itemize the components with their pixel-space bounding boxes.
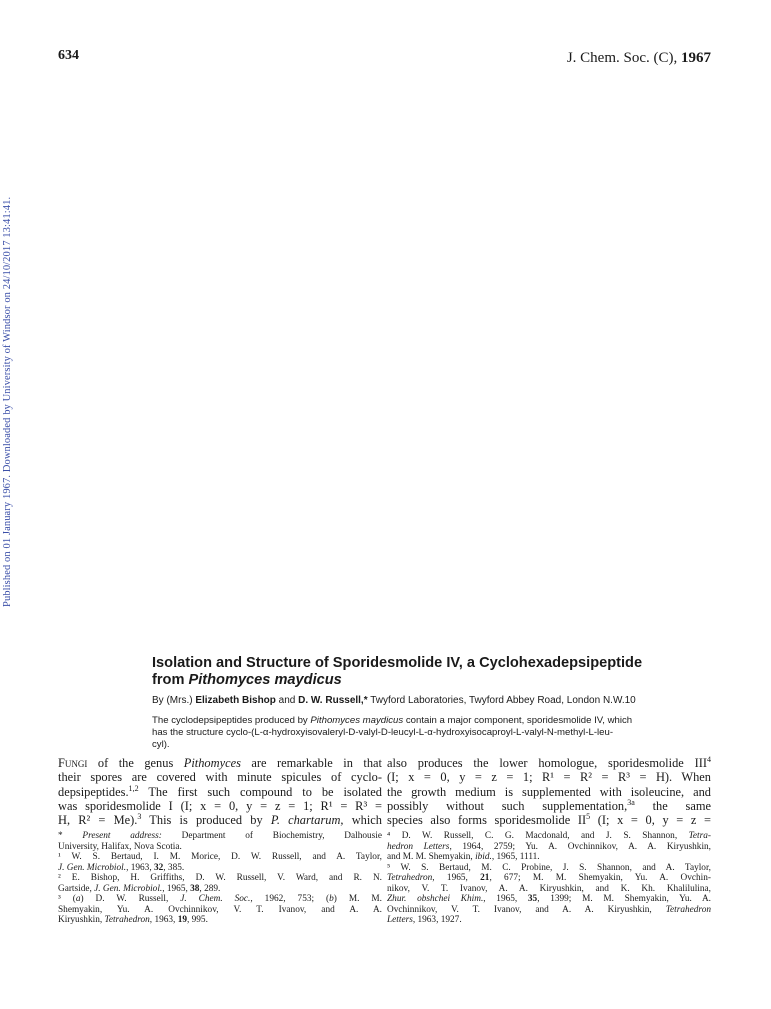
text: J. Gen. Microbiol.: [58, 862, 127, 873]
text: ) D. W. Russell,: [80, 894, 181, 905]
text: ³ (: [58, 894, 76, 905]
text: , 1964, 2759; Yu. A. Ovchinnikov, A. A. Kiryushkin,: [449, 841, 711, 852]
text: , 1963, 1927.: [412, 915, 462, 926]
title-line-2-prefix: from: [152, 672, 189, 688]
body-paragraph-left: [58, 756, 382, 827]
body-column-left: [58, 756, 382, 926]
text: , 289.: [199, 883, 221, 894]
citation-ref[interactable]: 3: [137, 812, 142, 822]
text: , 1965,: [162, 883, 191, 894]
text: ⁴ D. W. Russell, C. G. Macdonald, and J. S. Shannon,: [387, 831, 689, 842]
footnotes-left: [58, 831, 382, 926]
footnote-address: [58, 831, 382, 852]
footnote-line: [387, 842, 711, 853]
text: of the genus: [87, 756, 184, 770]
journal-year: 1967: [681, 50, 711, 66]
text: also produces the lower homologue, sporidesmolide III: [387, 756, 707, 770]
text: b: [329, 894, 334, 905]
text: , 385.: [163, 862, 185, 873]
species-name: P. chartarum,: [270, 813, 344, 828]
text: Gartside,: [58, 883, 95, 894]
text: , 677; M. M. Shemyakin, Yu. A. Ovchin-: [489, 873, 712, 884]
text: H, R² = Me).: [58, 813, 138, 828]
footnote-1: [58, 852, 382, 873]
text: and M. M. Shemyakin,: [387, 852, 476, 863]
abstract: [152, 715, 720, 750]
footnote-line: [58, 884, 382, 895]
text: , 1965, 1111.: [491, 852, 540, 863]
genus-name: Pithomyces: [183, 756, 241, 770]
text: , 1399; M. M. Shemyakin, Yu. A.: [537, 894, 712, 905]
body-line: [58, 785, 382, 799]
abstract-species: Pithomyces maydicus: [310, 715, 404, 726]
text: possibly without such supplementation,: [387, 798, 628, 813]
text: This is produced by: [141, 813, 271, 828]
text: Zhur. obshchei Khim.: [387, 894, 484, 905]
text: Letters: [387, 915, 413, 926]
footnote-line: [58, 831, 382, 842]
text: Tetrahedron: [665, 904, 711, 915]
text: , 1965,: [432, 873, 481, 884]
text: Department of Biochemistry, Dalhousie: [161, 831, 383, 842]
footnotes-right: [387, 831, 711, 926]
text: The first such compound to be isolated: [138, 784, 382, 799]
body-line: [387, 799, 711, 813]
text: ibid.: [475, 852, 492, 863]
text: a: [75, 894, 81, 905]
footnote-line: nikov, V. T. Ivanov, A. A. Kiryushkin, and K. Kh. Khalilulina,: [387, 883, 711, 894]
text: Tetrahedron: [104, 915, 150, 926]
body-line: the growth medium is supplemented with isoleucine, and: [387, 784, 711, 799]
body-line: (I; x = 0, y = z = 1; R¹ = R² = R³ = H). When: [387, 770, 711, 785]
text: depsipeptides.: [58, 784, 129, 799]
footnote-line: [387, 873, 711, 884]
authors-and: and: [275, 695, 299, 706]
drop-word: Fungi: [58, 756, 88, 770]
abstract-line-3: cyl).: [152, 738, 170, 750]
footnote-5: [387, 863, 711, 926]
text: *: [58, 831, 83, 842]
text: hedron Letters: [387, 841, 450, 852]
body-line: their spores are covered with minute spicules of cyclo-: [58, 770, 382, 785]
text: (I; x = 0, y = z =: [590, 813, 711, 828]
volume: 32: [153, 862, 164, 873]
body-line: [387, 813, 711, 827]
footnote-line: [387, 894, 711, 905]
author-bishop: Elizabeth Bishop: [195, 695, 276, 706]
footnote-line: [387, 915, 711, 926]
text: , 1963,: [126, 862, 154, 873]
citation-ref[interactable]: 3a: [627, 797, 635, 807]
text: J. Gen. Microbiol.: [94, 883, 163, 894]
volume: 35: [527, 894, 538, 905]
text: , 1965,: [483, 894, 528, 905]
text: Kiryushkin,: [58, 915, 105, 926]
footnote-3: [58, 894, 382, 926]
citation-ref[interactable]: 4: [706, 754, 711, 764]
text: , 1963,: [149, 915, 178, 926]
text: are remarkable in that: [240, 756, 382, 770]
footnote-line: ⁵ W. S. Bertaud, M. C. Probine, J. S. Shannon, and A. Taylor,: [387, 862, 711, 873]
footnote-line: ² E. Bishop, H. Griffiths, D. W. Russell, V. Ward, and R. N.: [58, 873, 382, 884]
footnote-line: [58, 915, 382, 926]
text: J. Chem. Soc.: [180, 894, 251, 905]
body-line: [58, 756, 382, 770]
author-line: [152, 694, 722, 707]
citation-ref[interactable]: 1,2: [128, 783, 139, 793]
footnote-line: [387, 852, 711, 863]
citation-ref[interactable]: 5: [586, 812, 591, 822]
footnote-line: University, Halifax, Nova Scotia.: [58, 841, 182, 852]
footnote-line: [58, 894, 382, 905]
body-line: was sporidesmolide I (I; x = 0, y = z = 1; R¹ = R³ =: [58, 798, 382, 813]
body-column-right: [387, 756, 711, 926]
text: species also forms sporidesmolide II: [387, 813, 587, 828]
article-title: [152, 655, 722, 689]
authors-by: By (Mrs.): [152, 695, 196, 706]
text: Ovchinnikov, V. T. Ivanov, and A. A. Kiryushkin,: [387, 904, 666, 915]
body-paragraph-right: [387, 756, 711, 827]
text: , 1962, 753; (: [250, 894, 330, 905]
text: , 995.: [186, 915, 208, 926]
footnote-line: Shemyakin, Yu. A. Ovchinnikov, V. T. Ivanov, and A. A.: [58, 904, 382, 915]
article-header: [152, 655, 722, 750]
footnote-line: [387, 905, 711, 916]
abstract-line-2: has the structure cyclo-(L-α-hydroxyisovaleryl-D-valyl-D-leucyl-L-α-hydroxyisocaproyl-L-valyl-N-methyl-L-leu-: [152, 726, 614, 738]
footnote-4: [387, 831, 711, 863]
footnote-line: [58, 863, 382, 874]
abstract-text-a: The cyclodepsipeptides produced by: [152, 715, 311, 726]
footnote-line: [387, 831, 711, 842]
volume: 38: [190, 883, 200, 894]
footnote-2: [58, 873, 382, 894]
publication-side-note[interactable]: Published on 01 January 1967. Downloaded by University of Windsor on 24/10/2017 13:41:41.: [2, 196, 13, 607]
page-number: 634: [58, 48, 79, 63]
affiliation: Twyford Laboratories, Twyford Abbey Road, London N.W.10: [367, 695, 636, 706]
journal-reference: [567, 50, 711, 67]
body-line: [58, 813, 382, 827]
text: Present address:: [82, 831, 162, 842]
text: the same: [634, 798, 711, 813]
journal-name: J. Chem. Soc. (C),: [566, 50, 678, 66]
text: Tetra-: [688, 831, 711, 842]
author-russell: D. W. Russell,*: [298, 695, 368, 706]
body-line: [387, 756, 711, 770]
abstract-text-b: contain a major component, sporidesmolide IV, which: [403, 715, 633, 726]
title-species: Pithomyces maydicus: [188, 672, 342, 688]
text: Tetrahedron: [387, 873, 433, 884]
footnote-line: ¹ W. S. Bertaud, I. M. Morice, D. W. Russell, and A. Taylor,: [58, 852, 382, 863]
text: which: [343, 813, 382, 828]
title-line-1: Isolation and Structure of Sporidesmolide IV, a Cyclohexadepsipeptide: [152, 655, 643, 671]
volume: 21: [480, 873, 490, 884]
text: ) M. M.: [333, 894, 382, 905]
volume: 19: [177, 915, 187, 926]
